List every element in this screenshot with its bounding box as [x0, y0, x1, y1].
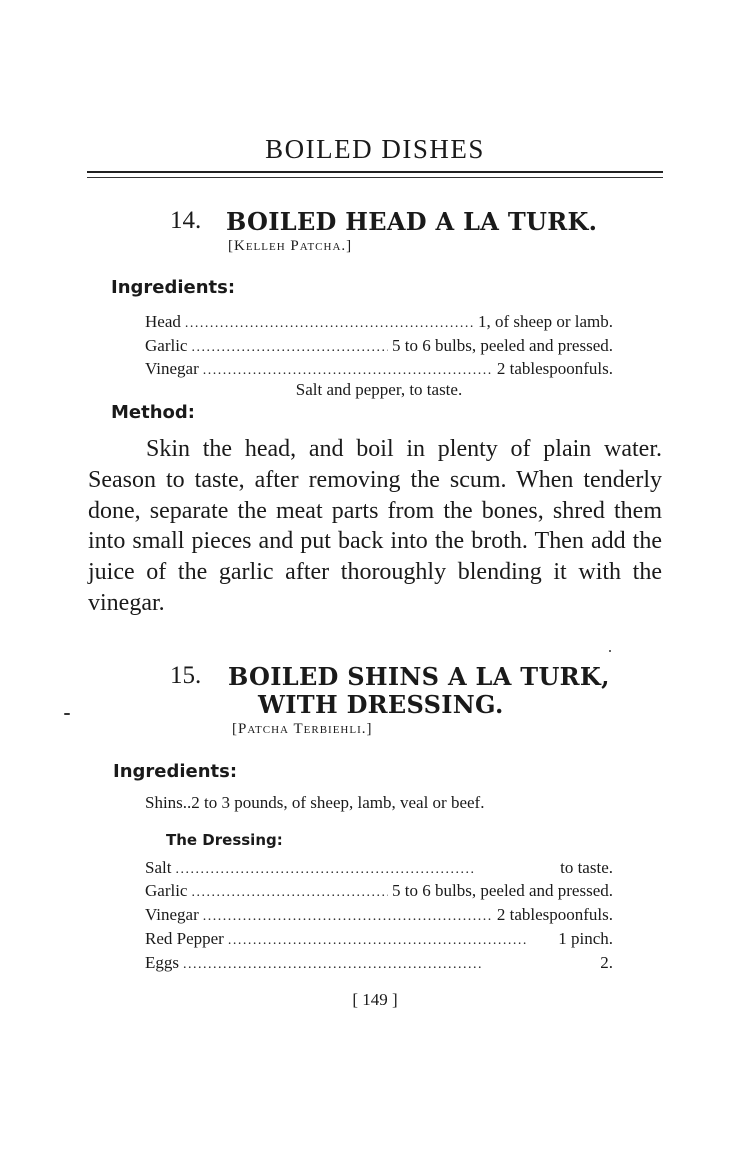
ingredient-item: Vinegar [145, 905, 199, 924]
dot-leader [203, 360, 493, 382]
recipe-title: BOILED HEAD A LA TURK. [226, 207, 598, 236]
dressing-row [145, 880, 613, 902]
ingredient-amount: to taste. [560, 858, 613, 877]
ingredient-line: Shins..2 to 3 pounds, of sheep, lamb, veal or beef. [145, 793, 485, 812]
seasoning-note: Salt and pepper, to taste. [295, 380, 463, 399]
ingredient-item: Red Pepper [145, 929, 224, 948]
recipe-number: 15. [170, 662, 202, 689]
ingredient-row [145, 335, 613, 357]
dot-leader [191, 337, 388, 359]
recipe-title: BOILED SHINS A LA TURK, [228, 662, 610, 691]
ingredient-row [145, 358, 613, 380]
dressing-row [145, 928, 613, 950]
dressing-row [145, 904, 613, 926]
dressing-row [145, 857, 613, 879]
recipe-subtitle: [Patcha Terbiehli.] [232, 721, 373, 737]
ingredients-label: Ingredients: [111, 277, 236, 298]
dot-leader [175, 859, 556, 881]
ingredient-item: Garlic [145, 336, 188, 355]
ingredients-label: Ingredients: [113, 761, 238, 782]
ingredient-item: Garlic [145, 881, 188, 900]
ingredient-amount: 1 pinch. [558, 929, 613, 948]
ingredient-amount: 2. [600, 953, 613, 972]
dot-leader [185, 313, 474, 335]
dressing-label: The Dressing: [166, 831, 283, 849]
ingredient-amount: 2 tablespoonfuls. [496, 905, 613, 924]
dressing-row [145, 952, 613, 974]
method-paragraph: Skin the head, and boil in plenty of plain water. Season to taste, after removing the scum. When tenderly done, separate the meat parts from the bones, shred them into small pieces and put back into the broth. Then add the juice of the garlic after thoroughly blending it with the vinegar. [88, 436, 662, 616]
method-label: Method: [111, 402, 195, 423]
ingredient-row [145, 311, 613, 333]
ingredient-item: Vinegar [145, 359, 199, 378]
ingredient-amount: 5 to 6 bulbs, peeled and pressed. [392, 881, 613, 900]
dot-leader [191, 882, 388, 904]
ingredient-item: Salt [145, 858, 172, 877]
recipe-number: 14. [170, 207, 202, 234]
ingredient-item: Eggs [145, 953, 179, 972]
page-number: [ 149 ] [352, 990, 398, 1009]
scan-speck [609, 650, 611, 652]
ingredient-amount: 5 to 6 bulbs, peeled and pressed. [392, 336, 613, 355]
ingredient-amount: 2 tablespoonfuls. [496, 359, 613, 378]
recipe-title-continued: WITH DRESSING. [258, 690, 504, 719]
ingredient-item: Head [145, 312, 181, 331]
dot-leader [183, 954, 596, 976]
ingredient-amount: 1, of sheep or lamb. [477, 312, 613, 331]
header-double-rule [87, 171, 663, 180]
dot-leader [228, 930, 554, 952]
running-head: BOILED DISHES [265, 134, 485, 164]
dot-leader [203, 906, 493, 928]
recipe-subtitle: [Kelleh Patcha.] [228, 238, 353, 254]
scan-speck [64, 713, 70, 715]
